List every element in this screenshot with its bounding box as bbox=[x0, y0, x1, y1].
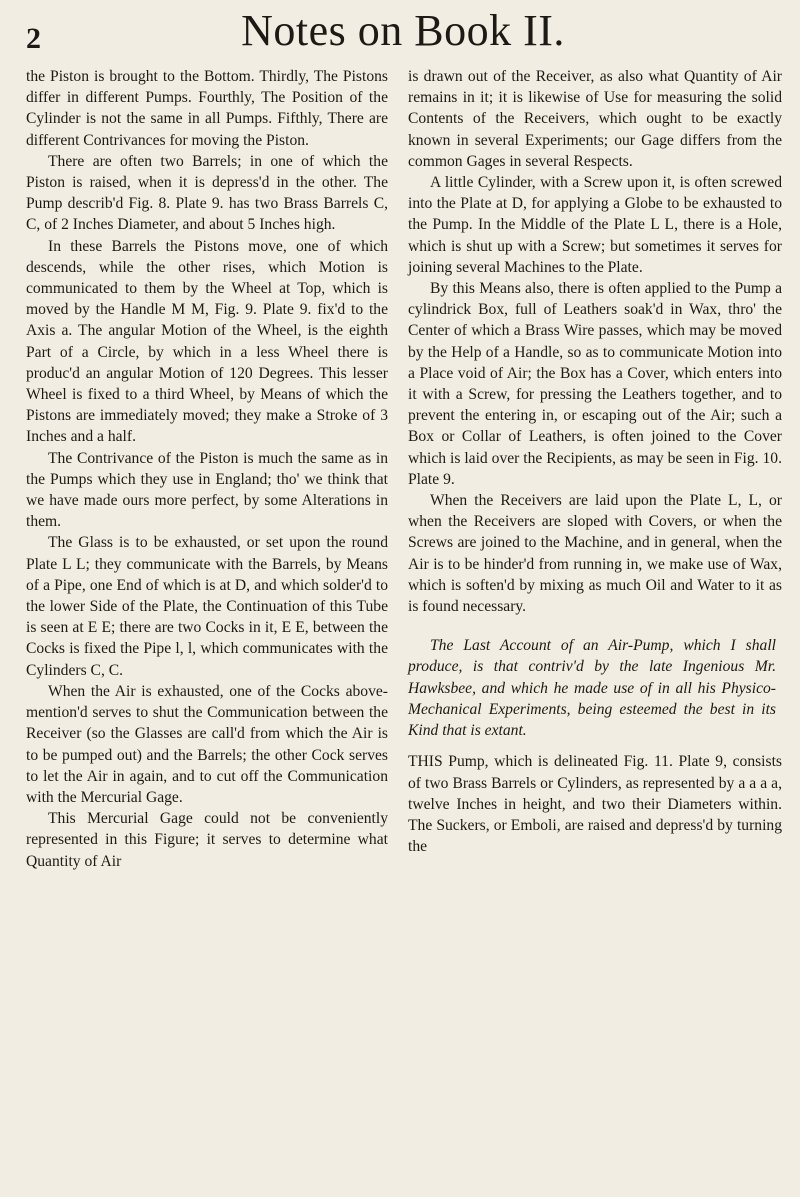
paragraph: In these Barrels the Pistons move, one of which descends, while the other rises, which Motion is communicated to them by the Wheel at Top, which is moved by the Handle M M, Fig. 9. Plate 9. fix'd to the Axis a. The angular Motion of the Wheel, is the eighth Part of a Circle, by which in a less Wheel there is produc'd an angular Motion of 120 Degrees. This lesser Wheel is fixed to a third Wheel, by Means of which the Pistons are immediately moved; they make a Stroke of 3 Inches and a half. bbox=[26, 237, 388, 446]
paragraph: is drawn out of the Receiver, as also what Quantity of Air remains in it; it is likewise of Use for measuring the solid Contents of the Receivers, which ought to be exactly known in several Experiments; our Gage differs from the common Gages in several Respects. bbox=[408, 68, 782, 170]
paragraph: This Mercurial Gage could not be conveniently represented in this Figure; it serves to determine what Quantity of Air bbox=[26, 810, 388, 870]
page-header bbox=[26, 6, 780, 64]
paragraph: When the Air is exhausted, one of the Cocks above-mention'd serves to shut the Communication between the Receiver (so the Glasses are call'd from which the Air is to be pumped out) and the Barrels; the other Cock serves to let the Air in again, and to cut off the Communication with the Mercurial Gage. bbox=[26, 682, 388, 806]
paragraph: the Piston is brought to the Bottom. Thirdly, The Pistons differ in different Pumps. Fourthly, The Position of the Cylinder is not the same in all Pumps. Fifthly, There are different Contrivances for moving the Piston. bbox=[26, 68, 388, 149]
running-head: Notes on Book II. bbox=[241, 6, 565, 55]
paragraph: THIS Pump, which is delineated Fig. 11. Plate 9, consists of two Brass Barrels or Cylinders, as represented by a a a a, twelve Inches in height, and two their Diameters within. The Suckers, or Emboli, are raised and depress'd by turning the bbox=[408, 753, 782, 856]
paragraph: There are often two Barrels; in one of which the Piston is raised, when it is depress'd in the other. The Pump describ'd Fig. 8. Plate 9. has two Brass Barrels C, C, of 2 Inches Diameter, and about 5 Inches high. bbox=[26, 152, 388, 234]
paragraph: The Contrivance of the Piston is much the same as in the Pumps which they use in England; tho' we think that we have made ours more perfect, by some Alterations in them. bbox=[26, 449, 388, 531]
section-heading: The Last Account of an Air-Pump, which I shall produce, is that contriv'd by the late Ingenious Mr. Hawksbee, and which he made use of in all his Physico-Mechanical Experiments, being esteemed the best in its Kind that is extant. bbox=[408, 637, 776, 740]
paragraph: By this Means also, there is often applied to the Pump a cylindrick Box, full of Leathers soak'd in Wax, thro' the Center of which a Brass Wire passes, which may be moved by the Help of a Handle, so as to communicate Motion into a Place void of Air; the Box has a Cover, which enters into it with a Screw, for pressing the Leathers together, and to prevent the entering in, or escaping out of the Air; such a Box or Collar of Leathers, is often joined to the Cover which is laid over the Recipients, as may be seen in Fig. 10. Plate 9. bbox=[408, 280, 782, 488]
left-column bbox=[26, 66, 388, 872]
right-column bbox=[408, 66, 782, 857]
paragraph: A little Cylinder, with a Screw upon it, is often screwed into the Plate at D, for applying a Globe to be exhausted to the Pump. In the Middle of the Plate L L, there is a Hole, which is shut up with a Screw; but sometimes it serves for joining several Machines to the Plate. bbox=[408, 174, 782, 276]
paragraph: The Glass is to be exhausted, or set upon the round Plate L L; they communicate with the Barrels, by Means of a Pipe, one End of which is at D, and which solder'd to the lower Side of the Plate, the Continuation of this Tube is seen at E E; there are two Cocks in it, E E, between the Cocks is fixed the Pipe l, l, which communicates with the Cylinders C, C. bbox=[26, 534, 388, 679]
page-number: 2 bbox=[26, 22, 41, 55]
paragraph: When the Receivers are laid upon the Plate L, L, or when the Receivers are sloped with Covers, or when the Screws are joined to the Machine, and in general, when the Air is to be hinder'd from running in, we make use of Wax, which is soften'd by mixing as much Oil and Water to it as is found necessary. bbox=[408, 492, 782, 616]
